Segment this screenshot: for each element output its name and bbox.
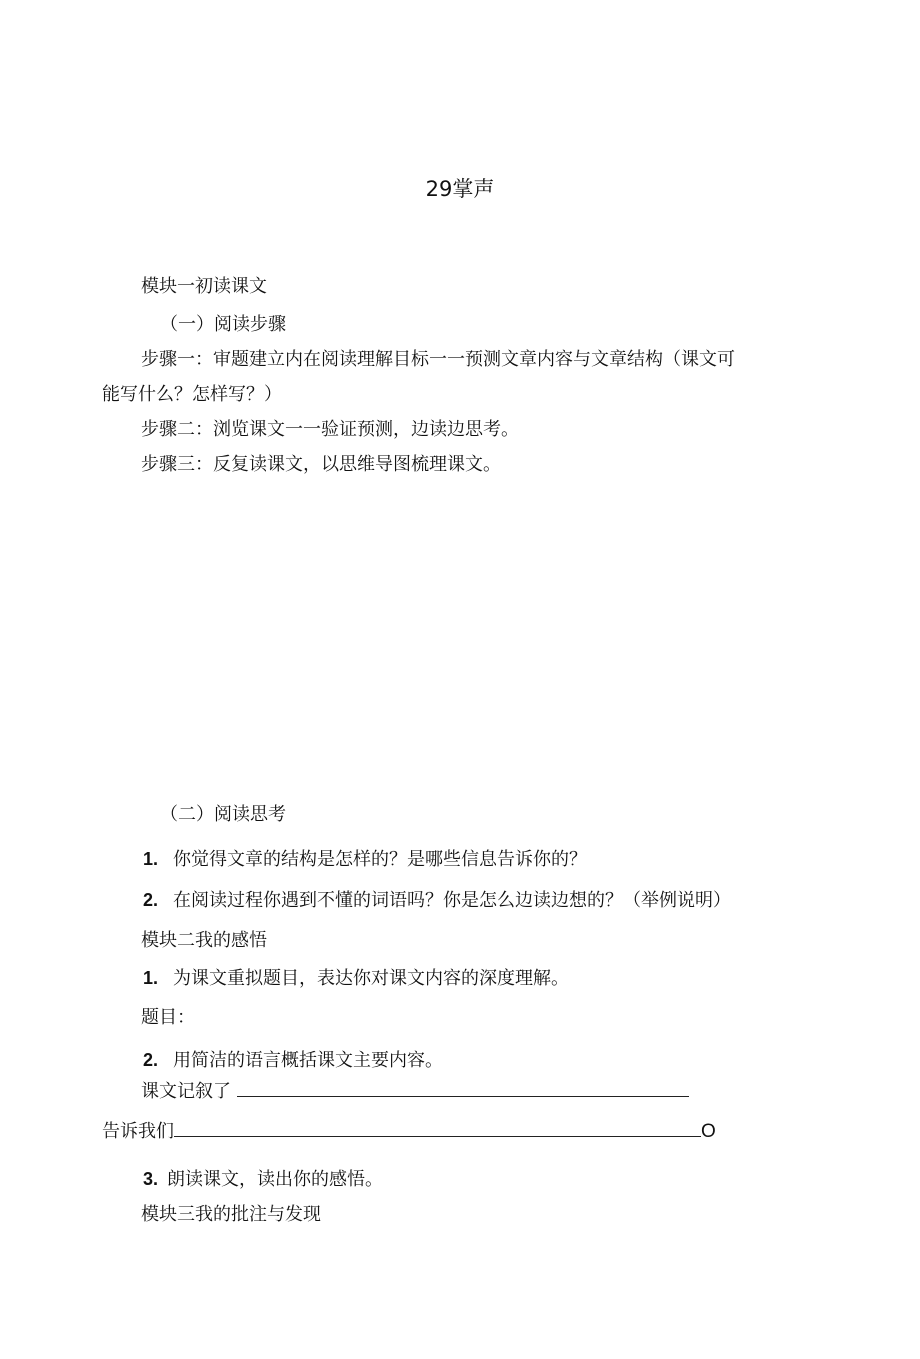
question-number: 1. — [143, 849, 159, 869]
module3-heading: 模块三我的批注与发现 — [141, 1204, 321, 1225]
question-number: 2. — [143, 1050, 159, 1070]
fill-prefix: 告诉我们 — [102, 1121, 174, 1142]
fill-end-mark: O — [701, 1121, 716, 1142]
fill-blank[interactable] — [237, 1080, 689, 1097]
step3-text: 步骤三：反复读课文，以思维导图梳理课文。 — [141, 454, 501, 475]
question-number: 3. — [143, 1169, 159, 1189]
question-item — [143, 1048, 443, 1073]
step1-line2: 能写什么？怎样写？） — [102, 384, 282, 405]
question-number: 2. — [143, 890, 159, 910]
question-item — [143, 1167, 383, 1192]
step1-line1: 步骤一：审题建立内在阅读理解目标一一预测文章内容与文章结构（课文可 — [141, 349, 735, 370]
module2-heading: 模块二我的感悟 — [141, 930, 267, 951]
section-reading-steps-heading: （一）阅读步骤 — [160, 314, 286, 335]
module1-heading: 模块一初读课文 — [141, 276, 267, 297]
title-field-label: 题目： — [141, 1007, 195, 1028]
document-title: 29掌声 — [425, 177, 495, 201]
summary-fill-line-1 — [141, 1080, 689, 1104]
question-text: 在阅读过程你遇到不懂的词语吗？你是怎么边读边想的？（举例说明） — [173, 890, 731, 911]
question-text: 你觉得文章的结构是怎样的？是哪些信息告诉你的？ — [173, 849, 587, 870]
question-text: 用简洁的语言概括课文主要内容。 — [173, 1050, 443, 1071]
summary-fill-line-2 — [102, 1120, 716, 1144]
question-text: 朗读课文，读出你的感悟。 — [167, 1169, 383, 1190]
fill-prefix: 课文记叙了 — [141, 1081, 231, 1102]
section-reading-thinking-heading: （二）阅读思考 — [160, 804, 286, 825]
question-text: 为课文重拟题目，表达你对课文内容的深度理解。 — [173, 968, 569, 989]
question-item — [143, 847, 587, 872]
question-item — [143, 966, 569, 991]
fill-blank[interactable] — [174, 1120, 701, 1137]
question-number: 1. — [143, 968, 159, 988]
step2-text: 步骤二：浏览课文一一验证预测，边读边思考。 — [141, 419, 519, 440]
question-item — [143, 888, 731, 913]
